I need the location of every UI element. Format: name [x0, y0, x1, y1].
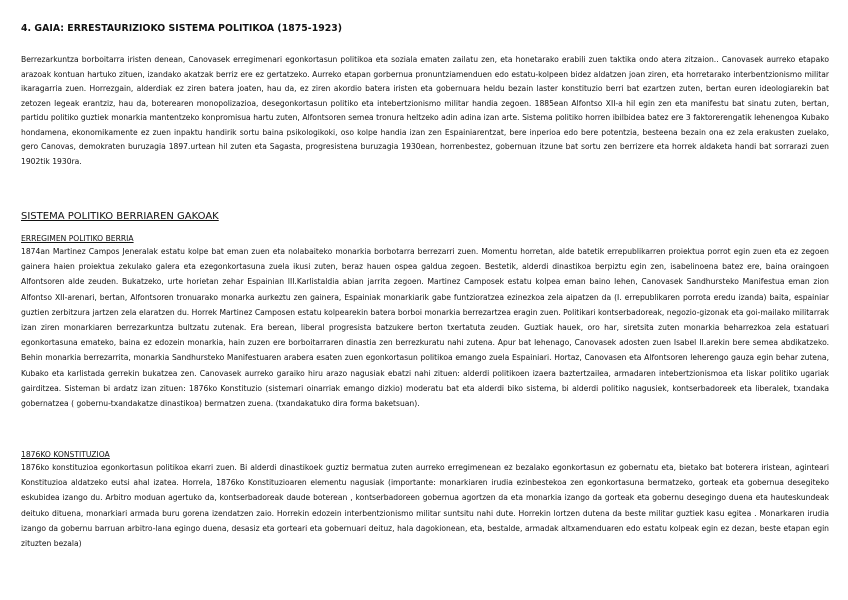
document-title: 4. GAIA: ERRESTAURIZIOKO SISTEMA POLITIKOA (1875-1923)	[21, 23, 343, 34]
constitution-paragraph: 1876ko konstituzioa egonkortasun politikoa ekarri zuen. Bi alderdi dinastikoek guztiz bermatua zuten aurreko erregimenean ez bezalako egonkortasun ez gobernatu eta, bietako bat boterera iristean, aginteari Konstituzioa aldatzeko eutsi ahal izatea. Horrela, 1876ko Konstituzioaren elementu nagusiak (importante: monarkiaren irudia ezinbestekoa zen egonkortasuna bermatzeko, gorteak eta gobernua desegiteko eskubidea izango du. Arbitro moduan agertuko da, kontserbadoreak daude boterean , kontserbadoreen gobernua agortzen da eta monarkia izango da gorteak eta gobernu desegingo duena eta hauteskundeak deituko dituena, monarkiari armada buru gorena izendatzen zaio. Horrekin edozein interbentzionismo militar suntsitu nahi dute. Horrekin lortzen dutena da beste militar guztiek kasu egitea . Monarkaren irudia izango da gobernu barruan arbitro-lana egingo duena, desasiz eta gorteari eta gobernuari deituz, hala dagokionean, eta, bestalde, armadak altxamenduaren edo estatu kolpeak egin ez dezan, beste etapan egin zituzten bezala)	[21, 463, 829, 549]
subheading-constitution: 1876KO KONSTITUZIOA	[21, 450, 110, 459]
subheading-regimen: ERREGIMEN POLITIKO BERRIA	[21, 234, 134, 243]
regimen-paragraph: 1874an Martinez Campos Jeneralak estatu kolpe bat eman zuen eta nolabaiteko monarkia borbotarra berrezarri zuen. Momentu horretan, alde batetik errepublikarren proiektua porrot egin zuen eta ez zegoen gainera haien proiektua zekulako galera eta ezegonkortasuna zuela ikusi zuten, beraz hauen ospea galdua zegoen. Bestetik, alderdi dinastikoa berpiztu egin zen, isabelinoena batez ere, baina oraingoen Alfontsoren alde zeuden. Bukatzeko, urte horietan zehar Espainian III.Karlistaldia abian jarrita zegoen. Martinez Camposek estatu kolpea eman baino lehen, Canovasek Sandhursteko Manifestua eman zion Alfontso XII-arenari, bertan, Alfontsoren tronuarako monarka aurkeztu zen gainera, Espainiak monarkiarik gabe funtzioratzea ezinezkoa zela aipatzen da (I. errepublikaren porrota eredu izanda) baita, espainiar guztien zerbitzura jartzen zela elaratzen du. Horrek Martinez Camposen estatu kolpearekin batera borboi monarkia berrezartzea eragin zuen. Politikari kontserbadoreak, negozio-gizonak eta goi-mailako militarrak izan ziren monarkiaren berrezarkuntza bultzatu zutenak. Era berean, liberal progresista batzukere berton txertatuta zeuden. Guztiak hauek, oro har, siretsita zuten monarkia beharrezkoa zela estatuari egonkortasuna emateko, baina ez edozein monarkia, hain zuzen ere borboitarraren dinastia zen berrezkuratu nahi zutena. Apur bat lehenago, Canovasek adosten zuen Isabel II.arekin bere semea abdikatzeko. Behin monarkia berrezarrita, monarkia Sandhursteko Manifestuaren arabera esaten zuen egonkortasun politikoa emango zuela Espainiari. Hortaz, Canovasen eta Alfontsoren leherengo gauza egin behar zutena, Kubako eta karlistada gerrekin bukatzea zen. Canovasek aurreko garaiko hiru arazo nagusiak ebatzi nahi zituen: alderdi politikoen izaera baztertzailea, armadaren intebertzionismoa eta liskar politiko ugariak gairditzea. Sisteman bi ardatz izan zituen: 1876ko Konstituzio (sistemari oinarriak emango dizkio) moderatu bat eta alderdi biko sistema, bi alderdi politiko nagusiek, kontserbadoreek eta liberalek, txandaka gobernatzea ( gobernu-txandakatze dinastikoa) bermatzen zuena. (txandakatuko dira forma baketsuan).	[21, 247, 829, 409]
section-heading: SISTEMA POLITIKO BERRIAREN GAKOAK	[21, 211, 219, 222]
intro-paragraph: Berrezarkuntza borboitarra iristen denean, Canovasek erregimenari egonkortasun politikoa eta soziala ematen zailatu zen, eta honetarako erabili zuen taktika ondo atera zitzaion.. Canovasek aurreko etapako arazoak kontuan hartuko zituen, izandako akatzak berriz ere ez gertatzeko. Aurreko etapan gorbernua pronuntziamenduen edo estatu-kolpeen bidez aldatzen joan ziren, eta horretarako interbentzionismo militar ikaragarria zuen. Horrezgain, alderdiak ez ziren batera joaten, hau da, ez ziren akordio batera iristen eta gobernuara heldu bezain laster konstituzio berri bat ezartzen zuten, bertan euren ideologiarekin bat zetozen legeak erantziz, hau da, boterearen monopolizazioa, desegonkortasun politiko eta intebertzionismo militar handia zegoen. 1885ean Alfontso XII-a hil egin zen eta manifestu bat sinatu zuten, bertan, partidu politiko guztiek monarkia mantentzeko konpromisua hartu zuten, Alfontsoren semea tronura heltzeko adin adina izan arte. Sistema politiko horren ibilbidea batez ere 3 faktorerengatik lehenengoa Kubako hondamena, ekonomikamente ez zuen inpaktu handirik sortu baina psikologikoki, oso kolpe handia izan zen Espainiarentzat, bere inperioa edo bere potentzia, besteena bezain ona ez zela erakusten zuelako, gero Canovas, demokraten buruzagia 1897.urtean hil zuten eta Sagasta, progresistena buruzagia 1930ean, horrenbestez, gobernuan itzune bat sortu zen berrizere eta horrek aldaketa handi bat sorrarazi zuen 1902tik 1930ra.	[21, 55, 829, 166]
